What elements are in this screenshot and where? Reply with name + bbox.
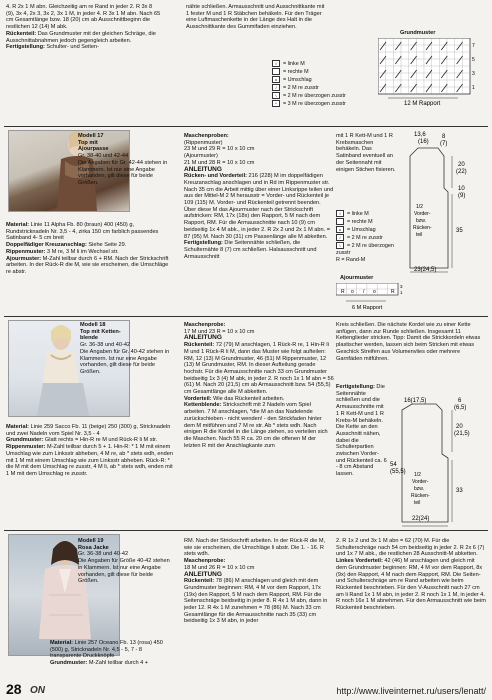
model17-body: 216 (228) M im doppelfädigen Kreuzanschlag anschlagen und in Rd im Rippenmuster str. Nach 35 cm die Arbeit mittig über einer Linksrippe teilen und aus der Mittel-M 2 M herausstr = Vorder- und Rückenteil je 109 (115) M. Vorder- und Rückenteil getrennt beenden. Über diese M das Ajourmuster nach der Strickschrift aufstricken: RM, 17x (18x) den Rapport, 5 M nach dem Rapport, RM. Für die Armausschnitte nach 10 (9) cm beidseitig 1x 4 M abk., in jeder 2. R 2x 2 und 2x 1 M abn. = 87 (95) M. Nach 30 (31) cm Passenlänge alle M abketten. — [184, 173, 334, 240]
legend-label: = 2 M re überzogen zusstr — [336, 242, 394, 256]
rippen-label: Rippenmuster: — [6, 444, 46, 451]
fertigstellung-label: Fertigstellung: — [6, 44, 45, 51]
model17-info — [78, 133, 170, 187]
svg-text:/: / — [363, 289, 365, 295]
svg-text:R: R — [341, 289, 345, 295]
zusstr-icon: / — [272, 84, 280, 91]
model19-col2 — [184, 538, 334, 625]
grundmuster-title: Grundmuster — [400, 30, 436, 36]
s18-20: 20 — [456, 424, 463, 430]
maschenprobe-title: Maschenprobe: — [184, 322, 226, 328]
legend-item-randm — [336, 257, 406, 264]
model18-material — [6, 424, 174, 478]
s17-center-2: Vorder- — [414, 211, 431, 217]
s17-20: 20 — [458, 162, 465, 168]
magazine-logo: ON — [30, 685, 45, 696]
model17-kreuz-text: Siehe Seite 29. — [86, 242, 127, 249]
legend-item-3m — [272, 100, 382, 108]
top-left-para3: Schulter- und Seiten- — [44, 44, 99, 51]
legend-label: = 2 M re zusstr — [347, 234, 383, 241]
s18-center-4: Rücken- — [411, 493, 430, 499]
watermark-link[interactable]: http://www.liveinternet.ru/users/lenatt/ — [336, 686, 486, 696]
model18-fert: Die Seitennähte schließen und die Armausschnitte mit 1 R Kett-M und 1 R Krebs-M behäkeln. Die Kette an den Ausschnitt nähen, dabei die Schulterpartien zwischen Vorder- und Rückenteil ca. 6 - 8 cm Abstand lassen. — [336, 384, 387, 478]
s18-54: 54 — [390, 462, 397, 468]
legend-item-zusstr — [336, 234, 406, 242]
fertigstellung-label: Fertigstellung: — [336, 384, 375, 390]
s18-center-3: bzw. — [414, 486, 425, 492]
page-number: 28 — [6, 681, 22, 697]
model17-ajour-text: M-Zahl teilbar durch 6 + RM. Nach der Strickschrift arbeiten. In der Rück-R die M, wie sie erscheinen, die Umschläge re abstr. — [6, 255, 169, 275]
svg-text:R: R — [391, 289, 395, 295]
fertigstellung-label: Fertigstellung: — [184, 240, 223, 247]
s17-tw: 8 — [442, 134, 446, 140]
model17-size: Gr. 38-40 und 42-44 — [78, 153, 129, 160]
linkes-vorderteil-label: Linkes Vorderteil: — [336, 558, 383, 565]
grund-label: Grundmuster: — [6, 437, 44, 444]
model18-material-text: Linie 259 Sacco Fb. 11 (beige) 250 (300) g, Stricknadeln und zwei Nadeln vom Spiel Nr. 3,5 - 4 — [6, 424, 171, 437]
legend-item-linke — [336, 210, 406, 218]
kettenblende-label: Kettenblende: — [184, 402, 222, 409]
model18-col3-top: Kreis schließen. Die nächste Kordel wie zu einer Kette anfügen, dann zur Runde schließen. Insgesamt 11 Kettenglieder stricken. Tipp: Damit die Strickkordeln etwas plastischer werden, lassen sich beim Stricken mit etwas Geschick Streifen aus Volumenvlies oder mehrere Garnfäden mitführen. — [336, 322, 481, 362]
model19-links: 42 (46) M anschlagen und gleich mit dem Grundmuster beginnen: RM, 4 M vor dem Rapport, 8x (9x) den Rapport, 4 M nach dem Rapport, RM. Die Seiten- und Schulterschräge am re Rand arbeiten wie beim Rückenteil beschrieben. Für den V-Ausschnitt nach 27 cm am li Rand 1x 1 M abn, in jeder 2. R noch 1x 1 M, in jeder 4. R noch 16x 1 M abnehmen. Für den Armausschnitt wie beim Rückenteil beschrieben. — [336, 558, 486, 612]
s17-center-3: bzw. — [416, 218, 427, 224]
model19-material — [50, 640, 174, 667]
svg-text:o: o — [351, 289, 354, 295]
legend-mid — [336, 210, 406, 264]
ajour-rapport: 6 M Rapport — [352, 305, 383, 311]
model18-col2 — [184, 322, 334, 449]
zusstr-icon: / — [336, 234, 344, 241]
model18-grund-text: Glatt rechts = Hin-R re M und Rück-R li M str. — [43, 437, 158, 444]
top-mid-para: nähte schließen. Armausschnitt und Ausschnittkante mit 1 fester M und 1 R Stäbchen behäkeln. Für den Träger eine Luftmaschenkette in der Länge des Halt in die Ausschnittkante des Gummifaden einziehen. — [186, 4, 325, 31]
model17-rippen-text: 3 M re, 3 M li im Wechsel str. — [45, 248, 119, 255]
s17-22: (22) — [456, 169, 467, 175]
maschenprobe-title: Maschenprobe: — [184, 558, 226, 565]
legend-label: = Umschlag — [283, 76, 312, 83]
gm-row-7: 7 — [472, 43, 475, 49]
legend-label: = 2 M re zusstr — [283, 84, 319, 91]
model19-col3-text: 2. R 1x 2 und 3x 1 M abn = 62 (70) M. Für die Schulterschräge nach 54 cm beidseitig in jeder 2. R 2x 6 (7) und 1x 7 M abk., die restlichen 28 Ausschnitt-M abketten. — [336, 538, 485, 558]
legend-label: = rechte M — [347, 218, 373, 225]
divider-2 — [4, 316, 488, 317]
kreuz-label: Doppelfädiger Kreuzanschlag: — [6, 242, 87, 249]
ruecken-vorder-label: Rücken- und Vorderteil: — [184, 173, 247, 180]
ajour-label: Ajourmuster: — [6, 255, 42, 262]
s18-65: (6,5) — [454, 405, 467, 411]
legend-label: R = Rand-M — [336, 256, 366, 263]
schematic-17 — [400, 128, 488, 274]
rueckenteil-label: Rückenteil: — [6, 30, 37, 37]
model18-rueck: 72 (79) M anschlagen, 1 Rück-R re, 1 Hin-R li M und 1 Rück-R li M, dann das Muster wie folgt aufteilen: RM, 12 (13) M Grundmuster, 46 (51) M Rippenmuster, 12 (13) M Grundmuster, RM. In dieser Aufteilung gerade hochstr. Für die Armausschnitte nach 33 cm Grundmuster beidseitig 1x 3 (4) M abk, in jeder 2. R noch 1x 1 M abn = 56 (61) M. Nach 20 (21,5) cm ab Armausschnitt bzw. 54 (55,5) cm Gesamtlänge alle M abketten. — [184, 342, 334, 396]
legend-item-rechte — [272, 68, 382, 76]
grund-label: Grundmuster: — [50, 660, 88, 667]
gm-row-1: 1 — [472, 85, 475, 91]
legend-item-linke — [272, 60, 382, 68]
linke-icon: I — [272, 60, 280, 67]
grundmuster-chart — [378, 38, 478, 106]
model18-vorder: Wie das Rückenteil arbeiten. — [211, 395, 285, 402]
ueberzogen-icon: \ — [272, 92, 280, 99]
anleitung-heading: ANLEITUNG — [184, 165, 222, 173]
legend-item-umschlag — [272, 76, 382, 84]
s17-bottom: 23(24,5) — [414, 267, 437, 273]
umschlag-icon: o — [336, 226, 344, 233]
gm-row-5: 5 — [472, 57, 475, 63]
s17-9: (9) — [458, 193, 466, 199]
model17-material — [6, 222, 174, 276]
model19-col3 — [336, 538, 486, 612]
top-left-para1: 4. R 2x 1 M abn. Gleichzeitig am re Rand in jeder 2. R 3x 8 (9), 3x 4, 2x 3, 3x 2, 3x 1 M, in jeder 4. R 3x 1 M abn. Nach 65 cm Gesamtlänge bzw. 18 (20) cm ab Ausschnittbeginn die restlichen 12 (14) M abk. — [6, 4, 161, 31]
rippen-label: Rippenmuster: — [6, 248, 46, 255]
model17-col3 — [336, 133, 398, 173]
vorderteil-label: Vorderteil: — [184, 395, 212, 402]
model18-ketten: Strickschrift mit 2 Nadeln vom Spiel arbeiten. 7 M anschlagen, *die M an das Nadelende zurückschieben - nicht wenden! - den Strickfaden hinter dem M mitführen und 7 M re str. Ab * stets wdh. Nach einigen R die Kordel in die Länge ziehen, so verteilen sich die Maschen. Nach 55 R ca. 20 cm die offenen M der letzten R mit der Anschlagkante zum — [184, 402, 328, 449]
model18-size: Gr. 36-38 und 40-42 — [80, 342, 131, 349]
aj-row-1: 1 — [400, 290, 403, 295]
s18-center-1: 1/2 — [414, 472, 421, 478]
legend-item-ueberzogen — [272, 92, 382, 100]
anleitung-heading: ANLEITUNG — [184, 334, 222, 342]
legend-item-ueberzogen — [336, 242, 406, 257]
linke-icon: I — [336, 210, 344, 217]
model17-proben: (Rippenmuster) 23 M und 29 R = 10 x 10 cm (Ajourmuster) 21 M und 28 R = 10 x 10 cm — [184, 139, 255, 166]
legend-label: = Umschlag — [347, 226, 376, 233]
legend-item-zusstr — [272, 84, 382, 92]
model18-title-3: blende — [80, 335, 99, 342]
schematic-18 — [390, 396, 488, 530]
model18-title-2: Top mit Ketten- — [80, 328, 121, 335]
model18-title: Modell 18 — [80, 322, 106, 328]
top-mid-text — [186, 4, 326, 31]
top-left-text — [6, 4, 162, 51]
umschlag-icon: o — [272, 76, 280, 83]
legend-label: = rechte M — [283, 68, 309, 75]
s18-555: (55,5) — [390, 469, 406, 475]
model19-rueck: 78 (86) M anschlagen und gleich mit dem Grundmuster beginnen: RM, 4 M vor dem Rapport, 17x (19x) den Rapport, 5 M nach dem Rapport, RM. Für die Seitenschräge beidseitig in jeder 8. R 4x 1 M abn, dann in jeder 12. R 4x 1 M zunehmen = 78 (86) M. Nach 33 cm Gesamtlänge für die Armausschnitte nach 35 (33) cm beidseitig 1x 3 M abn, in jeder — [184, 578, 328, 625]
material-label: Material: — [6, 424, 30, 430]
model19-col2-top: RM. Nach der Strickschrift arbeiten. In der Rück-R die M, wie sie erscheinen, die Umschläge li abstr. Die 1. - 16. R stets wdh. — [184, 538, 326, 558]
three-m-icon: ^ — [272, 100, 280, 107]
anleitung-heading: ANLEITUNG — [184, 570, 222, 578]
s17-center-4: Rücken- — [413, 225, 432, 231]
model17-title-2: Top mit — [78, 139, 98, 146]
s17-center-1: 1/2 — [416, 204, 423, 210]
model17-material-text: Linie 11 Alpha Fb. 80 (braun) 400 (450) g, Rundstricknadeln Nr. 3,5 - 4, zirka 150 cm farblich passendes Satinband 4- 5 cm breit — [6, 222, 159, 242]
aj-row-3: 3 — [400, 284, 403, 289]
model19-material-text: Linie 257 Oceano Fb. 13 (rosa) 450 (500) g, Stricknadeln Nr. 4,5 - 5, 7 - 8 transparente Druckknöpfe — [50, 640, 163, 660]
model17-size-note: Die Angaben für Gr. 42-44 stehen in Klammern. Ist nur eine Angabe vorhanden, gilt diese für beide Größen. — [78, 159, 168, 186]
s18-bottom: 22(24) — [412, 516, 430, 522]
s17-top1: 13,6 — [414, 132, 426, 138]
model19-title: Modell 19 — [78, 538, 104, 544]
rechte-icon — [336, 218, 344, 225]
s18-33: 33 — [456, 488, 463, 494]
model18-proben: 17 M und 23 R = 10 x 10 cm — [184, 328, 255, 335]
page-footer — [0, 678, 492, 700]
s17-tw2: (7) — [440, 141, 448, 147]
svg-text:o: o — [373, 289, 376, 295]
s18-16: 16(17,5) — [404, 398, 427, 404]
grundmuster-rapport: 12 M Rapport — [404, 101, 441, 106]
model17-title-3: Ajourpasse — [78, 146, 109, 153]
maschenproben-title: Maschenproben: — [184, 133, 229, 139]
ueberzogen-icon: \ — [336, 242, 344, 249]
ajourmuster-chart — [336, 283, 408, 313]
top-left-para2: Das Grundmuster mit der gleichen Schräge, die Ausschnittabnahmen jedoch gegengleich arbeiten. — [6, 30, 156, 44]
s18-center-2: Vorder- — [412, 479, 429, 485]
legend-top — [272, 60, 382, 108]
model17-col3-text: mit 1 R Kett-M und 1 R Krebsmaschen behäkeln. Das Satinband eventuell an der Seitennaht mit einigen Stichen fixieren. — [336, 133, 396, 173]
model17-col2 — [184, 133, 334, 260]
material-label: Material: — [50, 640, 74, 646]
model18-col3 — [336, 322, 486, 362]
model19-grund-text: M-Zahl teilbar durch 4 + — [87, 660, 149, 667]
legend-item-umschlag — [336, 226, 406, 234]
model17-fert: Die Seitennähte schließen, die Schulternähte 8 (7) cm schließen. Halsausschnitt und Armausschnitt — [184, 240, 317, 260]
rueckenteil-label: Rückenteil: — [184, 342, 215, 349]
ajourmuster-title: Ajourmuster — [340, 275, 374, 281]
legend-label: = linke M — [347, 210, 369, 217]
model19-size: Gr. 36-38 und 40-42 — [78, 551, 129, 558]
gm-row-3: 3 — [472, 71, 475, 77]
model18-col3-fert — [336, 384, 388, 478]
model19-size-note: Die Angaben für Größe 40-42 stehen in Klammern. Ist nur eine Angabe vorhanden, gilt diese für beide Größen. — [78, 558, 170, 585]
s17-center-5: teil — [416, 232, 423, 238]
s18-center-5: teil — [414, 500, 421, 506]
s18-215: (21,5) — [454, 431, 470, 437]
legend-item-rechte — [336, 218, 406, 226]
model18-rippen-text: M-Zahl teilbar durch 5 + 1. Hin-R: * 1 M mit einem Umschlag wie zum Linksstr abheben, 4 M re, ab * stets wdh, enden mit 1 M mit einem Umschlag wie zum Linksstr abheben. Rück-R: * die M mit dem Umschlag re zusstr, 4 M li, ab * stets wdh, enden mit 1 M mit dem Umschlag re zusstr. — [6, 444, 173, 477]
model19-info — [78, 538, 172, 585]
material-label: Material: — [6, 222, 30, 228]
model18-info — [80, 322, 172, 376]
model19-proben: 18 M und 26 R = 10 x 10 cm — [184, 564, 255, 571]
legend-label: = 3 M re überzogen zusstr — [283, 100, 346, 107]
s18-6: 6 — [458, 398, 462, 404]
s17-35: 35 — [456, 228, 463, 234]
model19-title-2: Rosa Jacke — [78, 544, 109, 551]
model18-size-note: Die Angaben für Gr. 40-42 stehen in Klammern. Ist nur eine Angabe vorhanden, gilt diese für beide Größen. — [80, 348, 170, 375]
s17-top2: (16) — [418, 139, 429, 145]
model17-title: Modell 17 — [78, 133, 104, 139]
rechte-icon — [272, 68, 280, 75]
divider-3 — [4, 530, 488, 531]
legend-label: = 2 M re überzogen zusstr — [283, 92, 346, 99]
divider-1 — [4, 126, 488, 127]
legend-label: = linke M — [283, 60, 305, 67]
rueckenteil-label: Rückenteil: — [184, 578, 215, 585]
s17-10: 10 — [458, 186, 465, 192]
